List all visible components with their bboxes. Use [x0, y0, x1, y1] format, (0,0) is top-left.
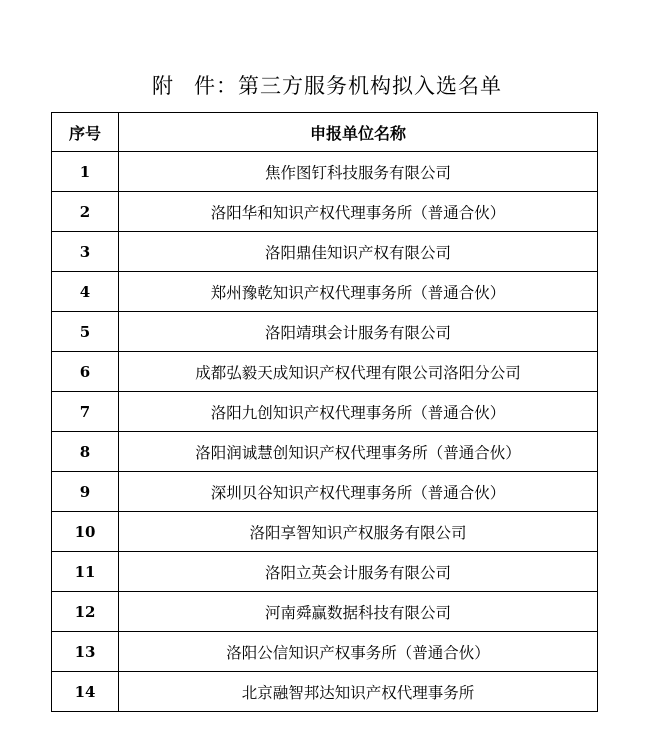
table-row	[52, 152, 598, 192]
row-company-name: 洛阳润诚慧创知识产权代理事务所（普通合伙）	[119, 432, 598, 472]
row-company-name: 郑州豫乾知识产权代理事务所（普通合伙）	[119, 272, 598, 312]
row-number: 12	[52, 592, 119, 632]
table-row	[52, 632, 598, 672]
row-company-name: 洛阳靖琪会计服务有限公司	[119, 312, 598, 352]
table-row	[52, 392, 598, 432]
row-number: 10	[52, 512, 119, 552]
table-row	[52, 192, 598, 232]
row-number: 13	[52, 632, 119, 672]
table-header-row	[52, 113, 598, 152]
row-company-name: 洛阳立英会计服务有限公司	[119, 552, 598, 592]
row-company-name: 洛阳九创知识产权代理事务所（普通合伙）	[119, 392, 598, 432]
table-row	[52, 232, 598, 272]
row-company-name: 北京融智邦达知识产权代理事务所	[119, 672, 598, 712]
row-company-name: 洛阳华和知识产权代理事务所（普通合伙）	[119, 192, 598, 232]
table-row	[52, 352, 598, 392]
column-header-name: 申报单位名称	[119, 113, 598, 152]
table-row	[52, 552, 598, 592]
row-company-name: 洛阳公信知识产权事务所（普通合伙）	[119, 632, 598, 672]
row-number: 9	[52, 472, 119, 512]
row-number: 5	[52, 312, 119, 352]
table-row	[52, 672, 598, 712]
row-number: 14	[52, 672, 119, 712]
table-row	[52, 472, 598, 512]
row-number: 6	[52, 352, 119, 392]
table-row	[52, 272, 598, 312]
row-number: 1	[52, 152, 119, 192]
row-number: 2	[52, 192, 119, 232]
row-company-name: 洛阳享智知识产权服务有限公司	[119, 512, 598, 552]
table-row	[52, 512, 598, 552]
table-body	[52, 152, 598, 712]
row-company-name: 深圳贝谷知识产权代理事务所（普通合伙）	[119, 472, 598, 512]
table-row	[52, 432, 598, 472]
row-number: 7	[52, 392, 119, 432]
row-number: 3	[52, 232, 119, 272]
row-company-name: 河南舜赢数据科技有限公司	[119, 592, 598, 632]
row-company-name: 焦作图钉科技服务有限公司	[119, 152, 598, 192]
candidate-table	[51, 112, 598, 712]
document-title	[0, 70, 654, 100]
row-number: 4	[52, 272, 119, 312]
table-row	[52, 312, 598, 352]
row-company-name: 成都弘毅天成知识产权代理有限公司洛阳分公司	[119, 352, 598, 392]
row-number: 8	[52, 432, 119, 472]
row-company-name: 洛阳鼎佳知识产权有限公司	[119, 232, 598, 272]
title-prefix: 附	[152, 74, 174, 98]
table-row	[52, 592, 598, 632]
column-header-number: 序号	[52, 113, 119, 152]
title-label: 件：第三方服务机构拟入选名单	[194, 74, 502, 98]
row-number: 11	[52, 552, 119, 592]
